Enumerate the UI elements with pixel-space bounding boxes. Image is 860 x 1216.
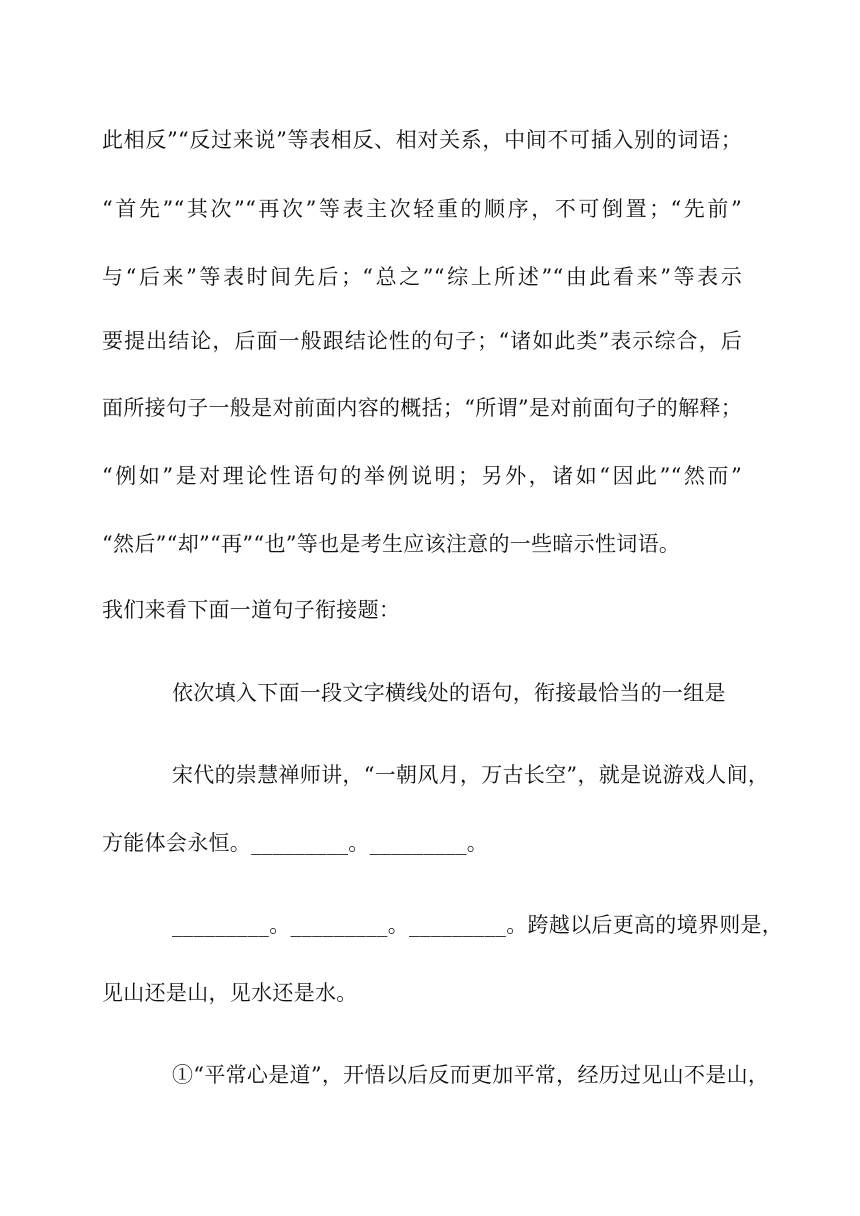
question-prompt: 依次填入下面一段文字横线处的语句，衔接最恰当的一组是 xyxy=(172,681,726,705)
paragraph-line: 与“后来”等表时间先后；“总之”“综上所述”“由此看来”等表示 xyxy=(102,265,742,289)
paragraph-line: 面所接句子一般是对前面内容的概括；“所谓”是对前面句子的解释； xyxy=(102,396,742,420)
paragraph-line: 要提出结论，后面一般跟结论性的句子；“诸如此类”表示综合，后 xyxy=(102,329,742,353)
question-passage-line: 见山还是山，见水还是水。 xyxy=(102,981,358,1005)
paragraph-line: 此相反”“反过来说”等表相反、相对关系，中间不可插入别的词语； xyxy=(102,128,742,152)
paragraph-line: “然后”“却”“再”“也”等也是考生应该注意的一些暗示性词语。 xyxy=(102,532,681,556)
paragraph-line: “例如”是对理论性语句的举例说明；另外，诸如“因此”“然而” xyxy=(102,464,742,488)
option-line: ①“平常心是道”，开悟以后反而更加平常，经历过见山不是山， xyxy=(172,1063,770,1087)
paragraph-line: “首先”“其次”“再次”等表主次轻重的顺序，不可倒置；“先前” xyxy=(102,197,742,221)
question-passage-line: _________。_________。_________。跨越以后更高的境界则是， xyxy=(172,913,784,937)
question-passage-line: 方能体会永恒。_________。_________。 xyxy=(102,831,489,855)
paragraph-line: 我们来看下面一道句子衔接题： xyxy=(102,598,401,622)
question-passage-line: 宋代的崇慧禅师讲，“一朝风月，万古长空”，就是说游戏人间， xyxy=(172,763,770,787)
